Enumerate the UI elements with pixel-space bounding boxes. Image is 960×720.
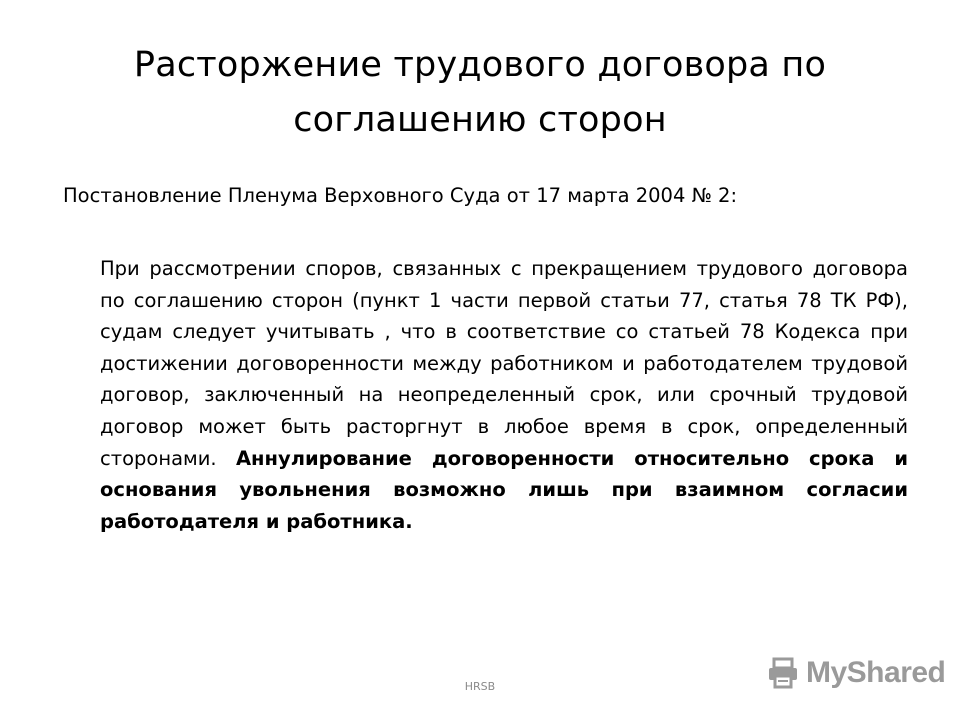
slide-body bbox=[100, 253, 908, 537]
slide-title: Расторжение трудового договора по соглашению сторон bbox=[133, 45, 827, 140]
watermark-text: MyShared bbox=[806, 656, 946, 689]
printer-icon bbox=[766, 656, 800, 690]
body-bold-text: Аннулирование договоренности относительно срока и основания увольнения возможно лишь при взаимном согласии работодателя и работника. bbox=[100, 446, 908, 533]
slide-footer: HRSB bbox=[464, 680, 496, 693]
body-regular-text: При рассмотрении споров, связанных с прекращением трудового договора по соглашению сторон (пункт 1 части первой статьи 77, статья 78 ТК РФ), судам следует учитывать , что в соответствие со статьей 78 Кодекса при достижении договоренности между работником и работодателем трудовой договор, заключенный на неопределенный срок, или срочный трудовой договор может быть расторгнут в любое время в срок, определенный сторонами. bbox=[100, 257, 908, 470]
slide-subtitle: Постановление Пленума Верховного Суда от 17 марта 2004 № 2: bbox=[63, 184, 738, 207]
watermark-logo bbox=[766, 655, 945, 691]
